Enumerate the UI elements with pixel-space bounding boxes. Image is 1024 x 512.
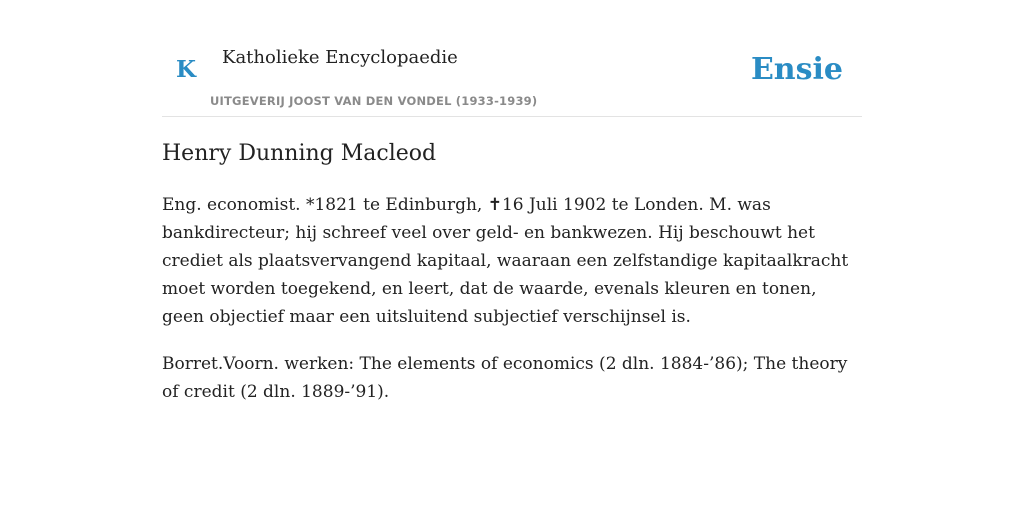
site-header	[162, 0, 862, 117]
article-paragraph: Borret.Voorn. werken: The elements of economics (2 dln. 1884-’86); The theory of credit (2 dln. 1889-’91).	[162, 354, 848, 402]
article	[162, 136, 862, 406]
publication-logo[interactable]: K	[176, 56, 196, 83]
brand-logo[interactable]: Ensie	[750, 52, 843, 87]
publication-subtitle: UITGEVERIJ JOOST VAN DEN VONDEL (1933-1939)	[210, 94, 538, 108]
publication-title[interactable]: Katholieke Encyclopaedie	[222, 47, 458, 68]
article-title: Henry Dunning Macleod	[162, 141, 437, 166]
article-paragraph: Eng. economist. *1821 te Edinburgh, ✝16 Juli 1902 te Londen. M. was bankdirecteur; hij schreef veel over geld- en bankwezen. Hij beschouwt het crediet als plaatsvervangend kapitaal, waaraan een zelfstandige kapitaalkracht moet worden toegekend, en leert, dat de waarde, evenals kleuren en tonen, geen objectief maar een uitsluitend subjectief verschijnsel is.	[162, 195, 849, 327]
